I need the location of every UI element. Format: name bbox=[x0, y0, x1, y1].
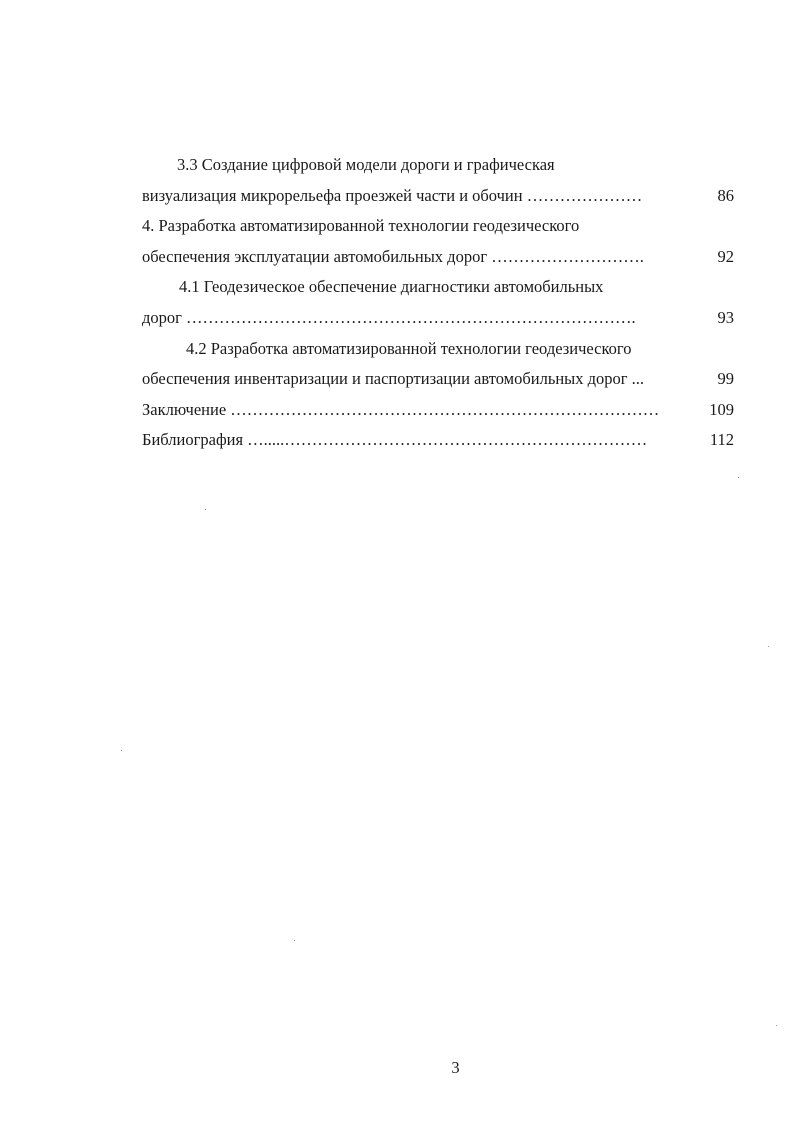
toc-line bbox=[142, 303, 736, 334]
scan-speck bbox=[776, 1025, 777, 1026]
toc-entry-title: 4.1 Геодезическое обеспечение диагностики автомобильных bbox=[179, 277, 604, 297]
toc-page-number: 92 bbox=[717, 246, 734, 266]
table-of-contents bbox=[142, 150, 736, 456]
toc-line bbox=[142, 181, 736, 212]
toc-line bbox=[142, 242, 736, 273]
toc-line bbox=[142, 364, 736, 395]
toc-line bbox=[142, 272, 736, 303]
scan-speck bbox=[768, 646, 769, 647]
toc-line bbox=[142, 334, 736, 365]
toc-line bbox=[142, 211, 736, 242]
toc-entry-title: Библиография ….....………………………………………………………… bbox=[142, 430, 648, 450]
toc-page-number: 86 bbox=[717, 185, 734, 205]
page-number: 3 bbox=[451, 1058, 460, 1077]
scan-speck bbox=[205, 509, 206, 510]
toc-line bbox=[142, 395, 736, 426]
toc-entry-title-continued: визуализация микрорельефа проезжей части и обочин ………………… bbox=[142, 185, 643, 205]
toc-page-number: 109 bbox=[709, 399, 734, 419]
toc-page-number: 93 bbox=[717, 307, 734, 327]
toc-page-number: 112 bbox=[709, 430, 734, 450]
toc-entry-title: 4.2 Разработка автоматизированной технологии геодезического bbox=[186, 338, 632, 358]
toc-entry-title: 3.3 Создание цифровой модели дороги и графическая bbox=[177, 155, 555, 174]
toc-line bbox=[142, 425, 736, 456]
scan-speck bbox=[121, 750, 122, 751]
toc-entry-title-continued: обеспечения эксплуатации автомобильных дорог ………………………. bbox=[142, 246, 644, 266]
toc-page-number: 99 bbox=[717, 369, 734, 389]
toc-entry-title: Заключение …………………………………………………………………… bbox=[142, 399, 660, 419]
scan-speck bbox=[294, 940, 295, 941]
toc-line bbox=[142, 150, 736, 181]
toc-entry-title: 4. Разработка автоматизированной технологии геодезического bbox=[142, 216, 580, 236]
toc-entry-title-continued: дорог ………………………………………………………………………. bbox=[142, 307, 636, 327]
scan-speck bbox=[738, 477, 739, 478]
toc-entry-title-continued: обеспечения инвентаризации и паспортизации автомобильных дорог ... bbox=[142, 369, 645, 389]
